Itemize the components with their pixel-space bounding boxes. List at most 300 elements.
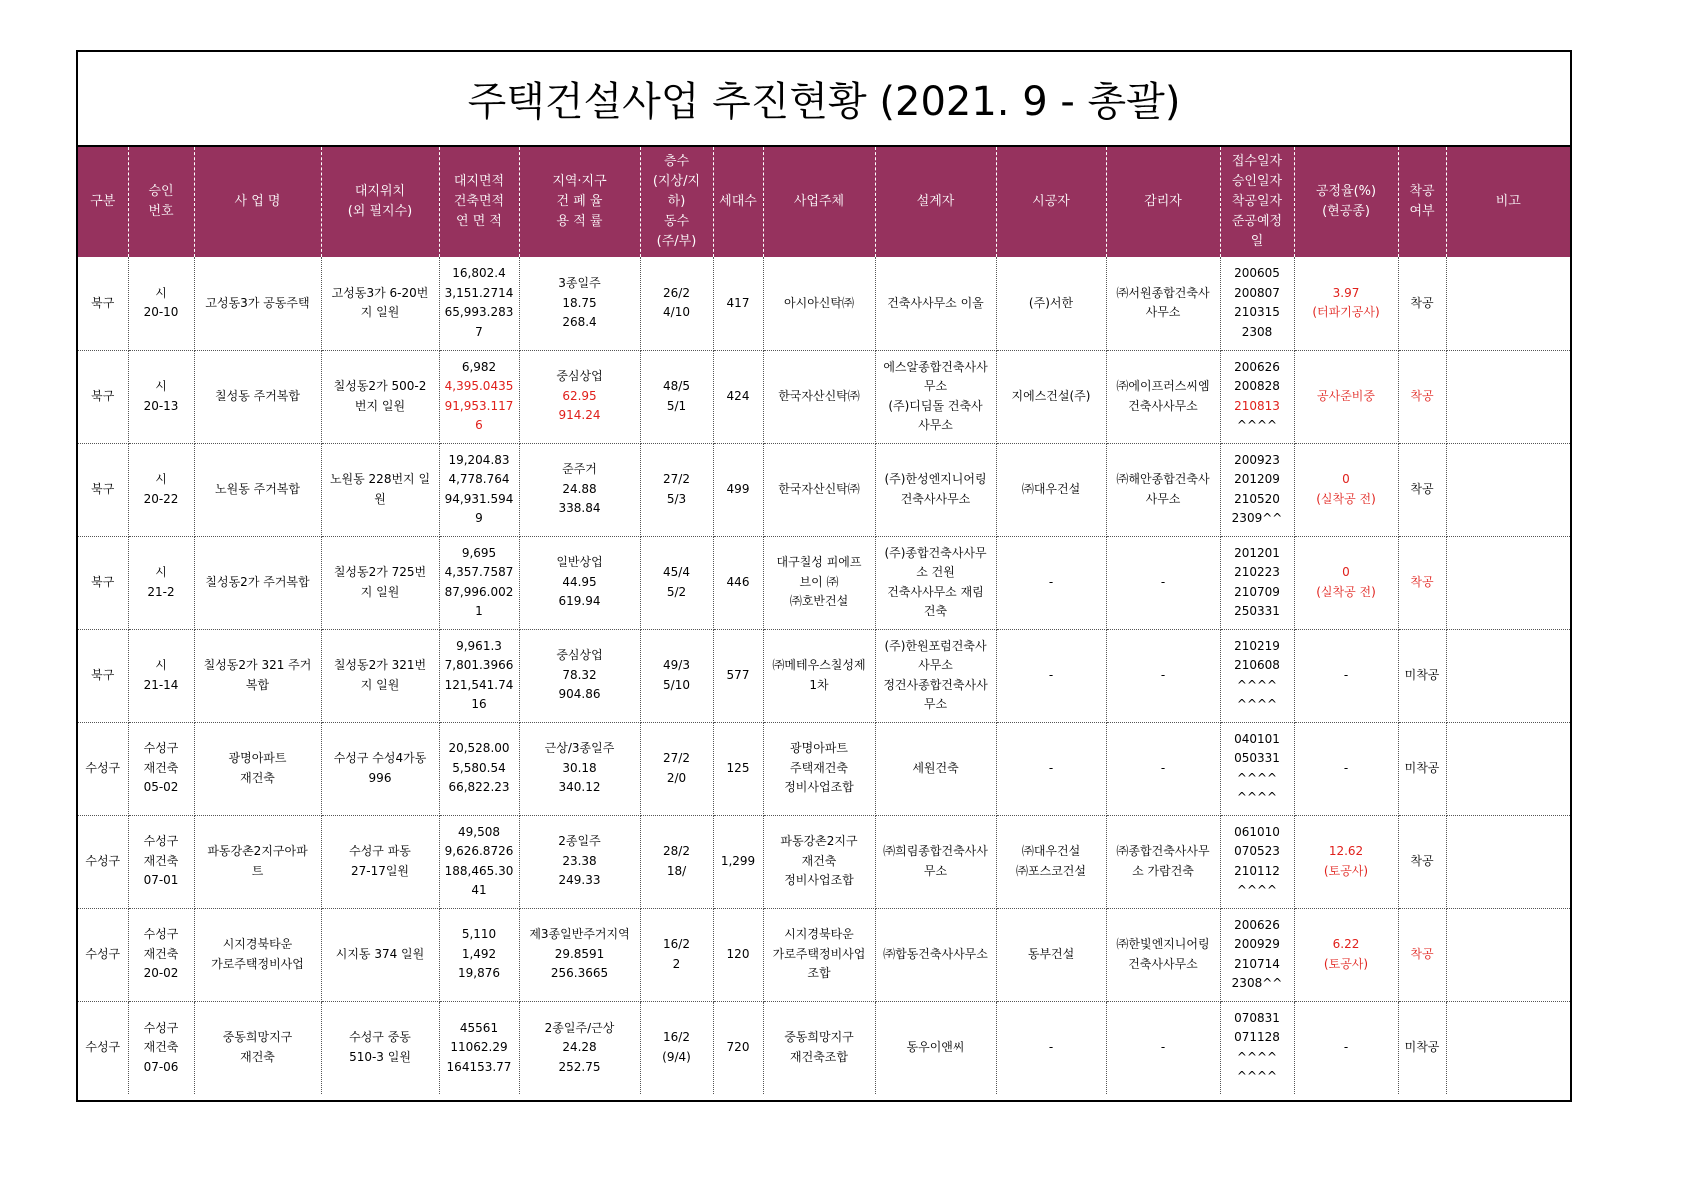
table-cell xyxy=(128,350,194,443)
cell-text: 동부건설 xyxy=(1027,946,1075,961)
cell-text: 수성구 xyxy=(85,1040,121,1054)
cell-text: ㈜해안종합건축사 xyxy=(1116,472,1210,486)
table-cell xyxy=(321,536,439,629)
cell-text: 1차 xyxy=(809,677,829,692)
cell-text: 24.88 xyxy=(562,481,597,496)
cell-text: 수성구 xyxy=(143,927,179,942)
cell-text: 재건축 xyxy=(801,853,837,868)
column-header xyxy=(1106,147,1220,257)
cell-text: 904.86 xyxy=(558,687,601,702)
cell-text: 19,204.83 xyxy=(448,452,510,467)
cell-text: 07-01 xyxy=(143,873,179,888)
cell-text: 무소 xyxy=(923,379,948,393)
table-cell xyxy=(128,908,194,1001)
cell-text: ^^^^ xyxy=(1236,770,1278,785)
table-cell xyxy=(1398,536,1446,629)
page-title: 주택건설사업 추진현황 (2021. 9 - 총괄) xyxy=(467,79,1181,125)
cell-text: 210219 xyxy=(1234,638,1280,653)
table-cell xyxy=(194,908,321,1001)
cell-text: 건축사사무소 이올 xyxy=(887,295,984,310)
table-cell xyxy=(1220,815,1294,908)
cell-text: 정비사업조합 xyxy=(784,873,854,888)
cell-text: 070523 xyxy=(1234,844,1280,858)
cell-text: 칠성동2가 321번 xyxy=(333,658,427,672)
table-cell xyxy=(640,908,713,1001)
cell-text: 지 일원 xyxy=(360,677,400,692)
header-label: 층수 xyxy=(663,154,690,169)
cell-text: 수성구 xyxy=(85,760,121,775)
cell-text: (주)한성엔지니어링 xyxy=(884,472,987,486)
cell-text: 201209 xyxy=(1234,472,1280,486)
table-cell xyxy=(1106,443,1220,536)
table-cell xyxy=(439,257,519,350)
cell-text: 21-14 xyxy=(143,677,179,692)
cell-text: 338.84 xyxy=(558,501,601,516)
cell-text: 29.8591 xyxy=(554,946,605,961)
cell-text: 3.97 xyxy=(1332,285,1360,300)
cell-text: - xyxy=(1048,667,1054,682)
table-cell xyxy=(875,908,996,1001)
cell-text: ^^^^ xyxy=(1236,697,1278,711)
cell-text: 고성동3가 공동주택 xyxy=(205,295,310,310)
cell-text: 재건축 xyxy=(240,1049,275,1064)
header-label: (지상/지 xyxy=(652,174,701,189)
cell-text: ㈜에이프러스씨엠 xyxy=(1116,379,1210,393)
table-cell xyxy=(996,722,1106,815)
table-cell xyxy=(875,536,996,629)
table-cell xyxy=(713,350,763,443)
cell-text: 원 xyxy=(374,491,386,506)
cell-text: - xyxy=(1343,1040,1349,1054)
table-row xyxy=(78,629,1570,722)
cell-text: 착공 xyxy=(1410,853,1434,868)
cell-text: 4/10 xyxy=(663,305,690,320)
cell-text: 78.32 xyxy=(562,667,597,682)
cell-text: 9,626.8726 xyxy=(444,844,514,858)
table-cell xyxy=(439,1001,519,1094)
table-cell xyxy=(875,350,996,443)
header-label: 비고 xyxy=(1495,194,1521,209)
cell-text: 996 xyxy=(368,770,392,785)
cell-text: (토공사) xyxy=(1323,956,1369,971)
cell-text: 1,299 xyxy=(720,853,756,868)
table-cell xyxy=(439,443,519,536)
table-cell xyxy=(1220,257,1294,350)
header-label: 건축면적 xyxy=(453,194,505,209)
table-cell xyxy=(1106,629,1220,722)
header-label: 착공 xyxy=(1409,184,1435,199)
table-cell xyxy=(1446,1001,1570,1094)
table-cell xyxy=(78,815,128,908)
cell-text: - xyxy=(1160,574,1166,589)
title-row xyxy=(78,52,1570,147)
table-cell xyxy=(1446,350,1570,443)
header-label: 구분 xyxy=(90,194,116,209)
cell-text: 사무소 xyxy=(918,418,953,432)
cell-text: 48/5 xyxy=(663,379,690,393)
cell-text: 28/2 xyxy=(663,844,690,858)
header-label: (외 필지수) xyxy=(347,204,413,219)
cell-text: - xyxy=(1048,574,1054,589)
cell-text: ㈜합동건축사사무소 xyxy=(883,946,988,961)
cell-text: - xyxy=(1343,760,1349,775)
table-cell xyxy=(321,1001,439,1094)
cell-text: - xyxy=(1160,760,1166,775)
cell-text: ㈜종합건축사사무 xyxy=(1116,844,1210,858)
column-header xyxy=(1220,147,1294,257)
cell-text: 북구 xyxy=(91,481,115,496)
cell-text: 164153.77 xyxy=(446,1059,512,1074)
table-cell xyxy=(640,629,713,722)
table-row xyxy=(78,257,1570,350)
cell-text: 북구 xyxy=(91,295,115,310)
cell-text: 20-22 xyxy=(143,491,179,506)
column-header xyxy=(194,147,321,257)
cell-text: 7,801.3966 xyxy=(444,658,514,672)
table-cell xyxy=(713,629,763,722)
table-cell xyxy=(875,257,996,350)
table-cell xyxy=(128,1001,194,1094)
cell-text: 무소 xyxy=(923,697,948,711)
cell-text: 45561 xyxy=(459,1020,499,1035)
table-cell xyxy=(996,350,1106,443)
cell-text: ^^^^ xyxy=(1236,790,1278,804)
table-cell xyxy=(713,443,763,536)
status-sheet xyxy=(76,50,1572,1102)
table-cell xyxy=(128,722,194,815)
cell-text: ^^^^ xyxy=(1236,677,1278,692)
table-cell xyxy=(194,629,321,722)
cell-text: 주택재건축 xyxy=(790,760,848,775)
table-cell xyxy=(194,257,321,350)
table-header xyxy=(78,147,1570,257)
cell-text: 수성구 수성4가동 xyxy=(333,751,427,765)
cell-text: 91,953.117 xyxy=(444,398,514,413)
table-cell xyxy=(78,908,128,1001)
cell-text: 지에스건설(주) xyxy=(1011,388,1091,403)
cell-text: 05-02 xyxy=(143,780,179,795)
table-cell xyxy=(996,1001,1106,1094)
cell-text: 510-3 일원 xyxy=(349,1049,411,1064)
table-cell xyxy=(1106,722,1220,815)
cell-text: 소 가람건축 xyxy=(1132,863,1194,878)
table-row xyxy=(78,443,1570,536)
header-label: 준공예정 xyxy=(1231,214,1283,229)
cell-text: ^^^^ xyxy=(1236,883,1278,897)
cell-text: 210608 xyxy=(1234,658,1280,672)
header-label: 시공자 xyxy=(1032,194,1070,209)
table-cell xyxy=(1220,722,1294,815)
cell-text: 수성구 xyxy=(143,1020,179,1035)
table-cell xyxy=(763,629,875,722)
table-cell xyxy=(763,1001,875,1094)
cell-text: 914.24 xyxy=(558,408,601,423)
cell-text: 제3종일반주거지역 xyxy=(529,927,630,942)
cell-text: ^^^^ xyxy=(1236,1069,1278,1084)
table-cell xyxy=(1294,257,1398,350)
table-cell xyxy=(78,722,128,815)
cell-text: 87,996.002 xyxy=(444,584,514,599)
cell-text: 619.94 xyxy=(558,594,601,609)
table-cell xyxy=(1220,1001,1294,1094)
table-cell xyxy=(763,257,875,350)
cell-text: 5,580.54 xyxy=(452,760,506,775)
table-cell xyxy=(1106,350,1220,443)
header-label: 일 xyxy=(1250,234,1264,249)
table-cell xyxy=(519,815,640,908)
cell-text: - xyxy=(1160,1040,1166,1054)
cell-text: 256.3665 xyxy=(550,966,609,981)
cell-text: 파동강촌2지구아파 xyxy=(207,844,308,858)
cell-text: 2308^^ xyxy=(1231,976,1283,990)
table-cell xyxy=(1398,257,1446,350)
table-cell xyxy=(713,815,763,908)
cell-text: ㈜한빛엔지니어링 xyxy=(1116,937,1210,951)
table-cell xyxy=(640,536,713,629)
cell-text: 2309^^ xyxy=(1231,511,1283,525)
header-label: 착공일자 xyxy=(1231,194,1283,209)
cell-text: 720 xyxy=(726,1040,750,1054)
cell-text: 사무소 xyxy=(1145,305,1181,320)
table-row xyxy=(78,722,1570,815)
table-cell xyxy=(439,629,519,722)
cell-text: 지 일원 xyxy=(360,305,400,320)
cell-text: 미착공 xyxy=(1404,1040,1440,1054)
table-cell xyxy=(763,350,875,443)
cell-text: 착공 xyxy=(1410,295,1434,310)
cell-text: 노원동 228번지 일 xyxy=(329,472,431,486)
cell-text: 6.22 xyxy=(1332,937,1360,951)
cell-text: 가로주택정비사업 xyxy=(772,946,866,961)
header-label: 설계자 xyxy=(916,194,955,209)
column-header xyxy=(763,147,875,257)
cell-text: 미착공 xyxy=(1404,667,1440,682)
cell-text: 준주거 xyxy=(562,462,597,477)
cell-text: 07-06 xyxy=(143,1059,179,1074)
cell-text: 94,931.594 xyxy=(444,491,514,506)
cell-text: 중동희망지구 xyxy=(222,1030,293,1045)
cell-text: 6 xyxy=(475,418,483,432)
cell-text: 200929 xyxy=(1234,937,1280,951)
cell-text: 070831 xyxy=(1234,1010,1280,1025)
cell-text: 건축사사무소 xyxy=(1128,956,1198,971)
cell-text: 수성구 파동 xyxy=(349,844,411,858)
cell-text: 040101 xyxy=(1234,731,1280,746)
table-cell xyxy=(875,629,996,722)
header-label: 사 업 명 xyxy=(234,194,281,209)
cell-text: 18.75 xyxy=(562,295,597,310)
cell-text: 210315 xyxy=(1234,305,1280,320)
table-cell xyxy=(1294,629,1398,722)
cell-text: 광명아파트 xyxy=(228,751,287,765)
cell-text: 정건사종합건축사사 xyxy=(883,677,988,692)
cell-text: 27/2 xyxy=(663,472,690,486)
table-cell xyxy=(996,629,1106,722)
cell-text: 칠성동2가 321 주거 xyxy=(203,658,312,672)
header-label: 동수 xyxy=(663,214,690,229)
cell-text: 수성구 xyxy=(143,834,179,849)
cell-text: 121,541.74 xyxy=(444,677,514,692)
table-cell xyxy=(519,629,640,722)
table-cell xyxy=(763,908,875,1001)
cell-text: 수성구 중동 xyxy=(349,1030,411,1045)
cell-text: 미착공 xyxy=(1404,760,1440,775)
cell-text: 45/4 xyxy=(663,565,690,579)
cell-text: 188,465.30 xyxy=(444,863,514,878)
cell-text: 4,395.0435 xyxy=(444,379,514,393)
header-label: 건 폐 율 xyxy=(556,194,603,209)
cell-text: 착공 xyxy=(1410,574,1434,589)
table-cell xyxy=(1446,629,1570,722)
table-cell xyxy=(1220,350,1294,443)
cell-text: 지 일원 xyxy=(360,584,400,599)
table-cell xyxy=(640,722,713,815)
table-cell xyxy=(128,257,194,350)
table-cell xyxy=(194,443,321,536)
cell-text: (터파기공사) xyxy=(1312,305,1380,320)
cell-text: 재건축 xyxy=(143,946,179,961)
cell-text: 북구 xyxy=(91,574,115,589)
cell-text: 1 xyxy=(475,604,483,618)
cell-text: 424 xyxy=(726,388,750,403)
table-cell xyxy=(763,536,875,629)
header-label: 대지위치 xyxy=(354,184,406,199)
table-cell xyxy=(640,257,713,350)
table-cell xyxy=(321,443,439,536)
cell-text: 125 xyxy=(726,760,750,775)
table-cell xyxy=(640,443,713,536)
table-cell xyxy=(78,350,128,443)
header-label: 여부 xyxy=(1409,204,1435,219)
cell-text: 북구 xyxy=(91,388,115,403)
cell-text: 200807 xyxy=(1234,285,1280,300)
cell-text: 시 xyxy=(155,285,167,300)
cell-text: 시지경북타운 xyxy=(784,927,854,942)
table-cell xyxy=(1106,815,1220,908)
cell-text: 4,357.7587 xyxy=(444,565,514,579)
cell-text: ㈜포스코건설 xyxy=(1016,863,1086,878)
table-cell xyxy=(1446,722,1570,815)
cell-text: 시 xyxy=(155,565,167,579)
column-header xyxy=(1398,147,1446,257)
column-header xyxy=(996,147,1106,257)
table-cell xyxy=(875,443,996,536)
cell-text: 2/0 xyxy=(666,770,687,785)
cell-text: 재건축조합 xyxy=(790,1049,848,1064)
table-cell xyxy=(1446,536,1570,629)
cell-text: 49/3 xyxy=(663,658,690,672)
cell-text: 착공 xyxy=(1410,946,1434,961)
table-body xyxy=(78,257,1570,1094)
table-cell xyxy=(194,1001,321,1094)
cell-text: 세원건축 xyxy=(912,760,959,775)
cell-text: 44.95 xyxy=(562,574,597,589)
table-cell xyxy=(1446,815,1570,908)
column-header xyxy=(78,147,128,257)
table-cell xyxy=(1106,536,1220,629)
cell-text: 20-10 xyxy=(143,305,179,320)
cell-text: 노원동 주거복합 xyxy=(215,481,300,496)
column-header xyxy=(713,147,763,257)
cell-text: 한국자산신탁㈜ xyxy=(778,481,860,496)
table-cell xyxy=(996,908,1106,1001)
cell-text: 가로주택정비사업 xyxy=(211,956,304,971)
cell-text: 공사준비중 xyxy=(1317,388,1375,403)
cell-text: 16 xyxy=(471,697,487,711)
cell-text: 16,802.4 xyxy=(452,266,506,281)
table-cell xyxy=(128,815,194,908)
cell-text: 2 xyxy=(672,956,681,971)
table-cell xyxy=(1294,1001,1398,1094)
cell-text: ㈜서원종합건축사 xyxy=(1116,285,1210,300)
table-cell xyxy=(763,722,875,815)
cell-text: 5/1 xyxy=(666,398,687,413)
table-cell xyxy=(194,350,321,443)
cell-text: 소 건원 xyxy=(916,565,955,579)
cell-text: 한국자산신탁㈜ xyxy=(778,388,860,403)
cell-text: 재건축 xyxy=(143,853,179,868)
table-cell xyxy=(78,443,128,536)
table-cell xyxy=(1294,443,1398,536)
table-cell xyxy=(640,815,713,908)
cell-text: ㈜대우건설 xyxy=(1021,481,1081,496)
cell-text: 21-2 xyxy=(147,584,175,599)
table-cell xyxy=(439,536,519,629)
cell-text: 시 xyxy=(155,658,167,672)
cell-text: 200626 xyxy=(1234,359,1280,374)
cell-text: 0 xyxy=(1342,565,1350,579)
cell-text: 중심상업 xyxy=(556,369,603,384)
header-label: 감리자 xyxy=(1144,194,1182,209)
table-cell xyxy=(1220,629,1294,722)
cell-text: 근상/3종일주 xyxy=(544,741,615,756)
cell-text: 3,151.2714 xyxy=(444,285,514,300)
cell-text: 조합 xyxy=(807,966,831,981)
cell-text: 200605 xyxy=(1234,266,1280,281)
cell-text: 대구칠성 피에프 xyxy=(776,555,862,570)
cell-text: 20,528.00 xyxy=(448,741,510,756)
cell-text: 0 xyxy=(1342,472,1350,486)
table-cell xyxy=(1398,443,1446,536)
cell-text: 건축사사무소 재림 xyxy=(887,584,984,599)
header-label: 하) xyxy=(667,194,686,209)
table-cell xyxy=(519,257,640,350)
table-cell xyxy=(996,815,1106,908)
table-cell xyxy=(1294,350,1398,443)
cell-text: 340.12 xyxy=(558,780,601,795)
cell-text: 210709 xyxy=(1234,584,1280,599)
table-cell xyxy=(713,1001,763,1094)
table-row xyxy=(78,350,1570,443)
table-cell xyxy=(1106,257,1220,350)
table-cell xyxy=(1106,1001,1220,1094)
cell-text: ^^^^ xyxy=(1236,418,1278,432)
cell-text: 268.4 xyxy=(562,315,597,329)
cell-text: 23.38 xyxy=(562,853,597,868)
cell-text: ㈜호반건설 xyxy=(789,594,849,609)
table-cell xyxy=(1220,536,1294,629)
cell-text: 62.95 xyxy=(562,388,597,403)
header-row xyxy=(78,147,1570,257)
cell-text: 재건축 xyxy=(143,1040,179,1054)
cell-text: (실착공 전) xyxy=(1316,491,1376,506)
cell-text: 20-13 xyxy=(143,398,179,413)
cell-text: 27-17일원 xyxy=(350,863,410,878)
header-label: 접수일자 xyxy=(1231,154,1283,169)
column-header xyxy=(875,147,996,257)
table-cell xyxy=(1446,257,1570,350)
table-row xyxy=(78,815,1570,908)
